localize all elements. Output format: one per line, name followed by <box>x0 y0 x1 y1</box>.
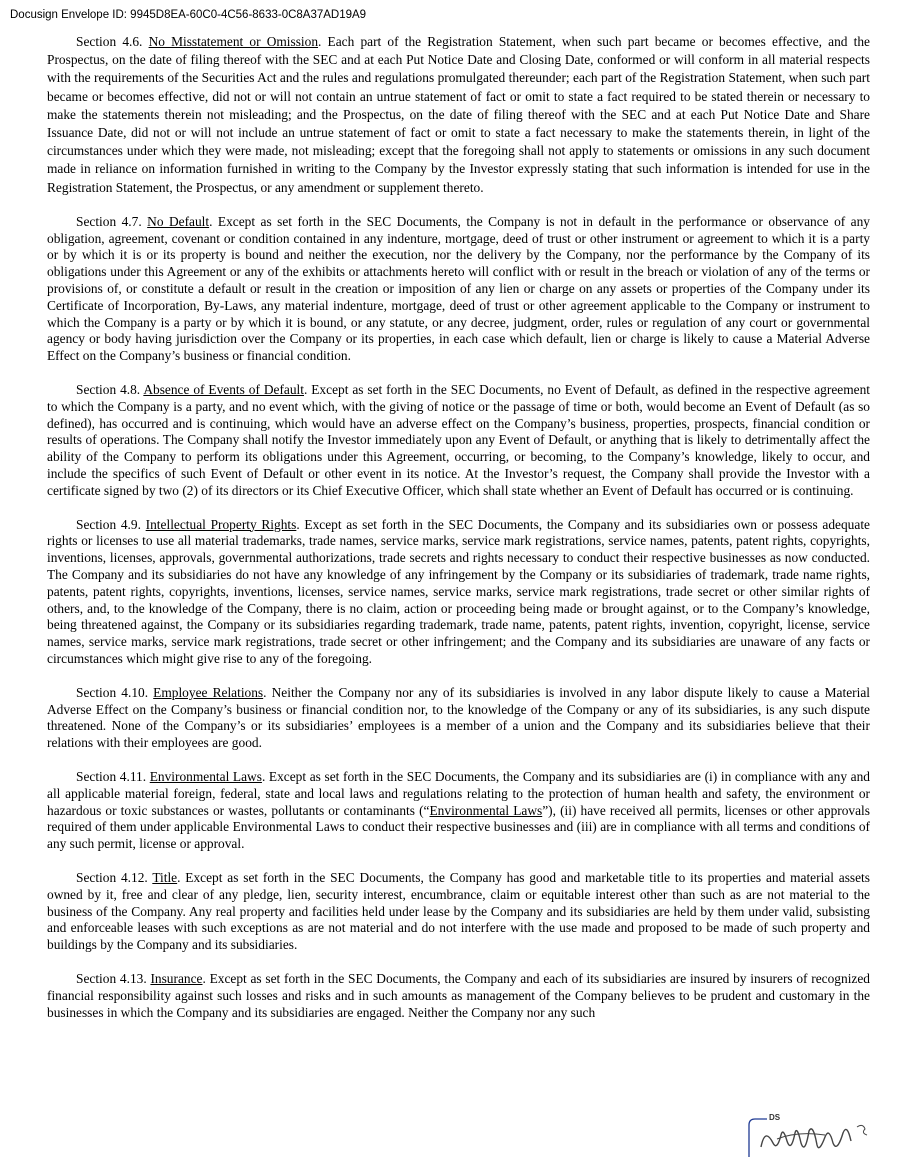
defined-term: Environmental Laws <box>429 802 543 818</box>
section-body: . Except as set forth in the SEC Documents, the Company has good and marketable title to its properties and material assets owned by it, free and clear of any pledge, lien, security interest, encumbrance, claim or equitable interest other than such as are not material to the business of the Company. Any real property and facilities held under lease by the Company and its subsidiaries are held by them under valid, subsisting and enforceable leases with such exceptions as are not material and do not interfere with the use made and proposed to be made of such property and buildings by the Company and its subsidiaries. <box>47 869 870 953</box>
section-number: Section 4.10. <box>76 684 149 700</box>
section-4-10 <box>47 685 870 752</box>
section-heading: Insurance <box>150 970 203 986</box>
document-body <box>47 33 870 1038</box>
section-number: Section 4.8. <box>76 382 141 397</box>
section-body: . Except as set forth in the SEC Documents, no Event of Default, as defined in the respective agreement to which the Company is a party, and no event which, with the giving of notice or the passage of time or both, would become an Event of Default (as so defined), has occurred and is continuing, which would have an adverse effect on the Company’s business, properties, prospects, financial condition or results of operations. The Company shall notify the Investor immediately upon any Event of Default, or anything that is likely to detrimentally affect the ability of the Company to perform its obligations under this Agreement, occurring, or becoming, to the Company’s knowledge, likely to occur, and include the specifics of such Event of Default or other event in its notice. At the Investor’s request, the Company shall provide the Investor with a certificate signed by two (2) of its directors or its Chief Executive Officer, which shall state whether an Event of Default has occurred or is continuing. <box>47 382 870 498</box>
initials-signature-icon <box>747 1113 877 1161</box>
section-body: . Except as set forth in the SEC Documents, the Company and its subsidiaries own or possess adequate rights or licenses to use all material trademarks, trade names, service marks, service mark registrations, service names, patents, patent rights, copyrights, inventions, licenses, approvals, governmental authorizations, trade secrets and rights necessary to conduct their respective businesses as now conducted. The Company and its subsidiaries do not have any knowledge of any infringement by the Company or its subsidiaries of trademark, trade name rights, patents, patent rights, copyrights, inventions, licenses, service names, service marks, service mark registrations, trade secret or other similar rights of others, and, to the knowledge of the Company, there is no claim, action or proceeding being made or brought against, or to the Company’s knowledge, being threatened against, the Company or its subsidiaries regarding trademark, trade name, patents, patent rights, invention, copyright, license, service names, service marks, service mark registrations, trade secret or other infringement; and the Company and its subsidiaries are unaware of any facts or circumstances which might give rise to any of the foregoing. <box>47 516 870 666</box>
section-4-7 <box>47 214 870 365</box>
initials-stamp <box>747 1113 877 1161</box>
section-number: Section 4.6. <box>76 34 143 49</box>
section-4-6 <box>47 33 870 197</box>
section-body-part-1: . Except as set forth in the SEC Documents, the Company and its subsidiaries are (i) in compliance with any and all applicable material foreign, federal, state and local laws and regulations relating to the protection of human health and safety, the environment or hazardous or toxic substances or wastes, pollutants or contaminants (“ <box>47 768 870 818</box>
section-heading: Title <box>152 869 178 885</box>
section-body: . Except as set forth in the SEC Documents, the Company is not in default in the performance or observance of any obligation, agreement, covenant or condition contained in any indenture, mortgage, deed of trust or other instrument or agreement to which it is a party or by which it is or its property is bound and neither the execution, nor the delivery by the Company, nor the performance by the Company of its obligations under this Agreement or any of the exhibits or attachments hereto will conflict with or result in the breach or violation of any of the terms or provisions of, or constitute a default or result in the creation or imposition of any lien or charge on any assets or properties of the Company under its Certificate of Incorporation, By-Laws, any material indenture, mortgage, deed of trust or other agreement applicable to the Company or instrument to which the Company is a party or by which it is bound, or any statute, or any decree, judgment, order, rules or regulation of any court or governmental agency or body having jurisdiction over the Company or its properties, in each case which default, lien or charge is likely to cause a Material Adverse Effect on the Company’s business or financial condition. <box>47 213 870 364</box>
section-heading: No Default <box>147 213 210 229</box>
section-heading: Environmental Laws <box>149 768 262 784</box>
section-number: Section 4.9. <box>76 516 141 532</box>
stamp-label: DS <box>769 1113 781 1122</box>
section-number: Section 4.11. <box>76 768 147 784</box>
section-4-8 <box>47 382 870 500</box>
section-body: . Each part of the Registration Statement, when such part became or becomes effective, and the Prospectus, on the date of filing thereof with the SEC and at each Put Notice Date and Closing Date, conformed or will conform in all material respects with the requirements of the Securities Act and the rules and regulations promulgated thereunder; each part of the Registration Statement, when such part became or becomes effective, did not or will not contain an untrue statement of fact or omit to state a fact required to be stated therein or necessary to make the statements therein not misleading; and the Prospectus, on the date of filing thereof with the SEC and at each Put Notice Date and Share Issuance Date, did not or will not include an untrue statement of fact or omit to state a fact necessary to make the statements therein, in light of the circumstances under which they were made, not misleading; except that the foregoing shall not apply to statements or omissions in any such document made in reliance on information furnished in writing to the Company by the Investor expressly stating that such information is intended for use in the Registration Statement, the Prospectus, or any amendment or supplement thereto. <box>47 34 870 195</box>
section-number: Section 4.12. <box>76 869 148 885</box>
section-body-part-2: ”), (ii) have received all permits, licenses or other approvals required of them under applicable Environmental Laws to conduct their respective businesses and (iii) are in compliance with all terms and conditions of any such permit, license or approval. <box>47 802 870 852</box>
section-4-9 <box>47 517 870 668</box>
section-heading: Intellectual Property Rights <box>145 516 297 532</box>
section-number: Section 4.7. <box>76 213 142 229</box>
section-number: Section 4.13. <box>76 970 147 986</box>
section-4-13 <box>47 971 870 1021</box>
section-heading: No Misstatement or Omission <box>148 34 319 49</box>
section-4-12 <box>47 870 870 954</box>
section-heading: Employee Relations <box>153 684 264 700</box>
section-heading: Absence of Events of Default <box>143 382 304 397</box>
section-4-11 <box>47 769 870 853</box>
section-body: . Neither the Company nor any of its subsidiaries is involved in any labor dispute likely to cause a Material Adverse Effect on the Company’s business or financial condition nor, to the knowledge of the Company or any of its subsidiaries, is any such dispute threatened. None of the Company’s or its subsidiaries’ employees is a member of a union and the Company and its subsidiaries believe that their relations with their employees are good. <box>47 684 871 751</box>
section-body: . Except as set forth in the SEC Documents, the Company and each of its subsidiaries are insured by insurers of recognized financial responsibility against such losses and risks and in such amounts as management of the Company believes to be prudent and customary in the businesses in which the Company and its subsidiaries are engaged. Neither the Company nor any such <box>47 970 870 1020</box>
envelope-id: Docusign Envelope ID: 9945D8EA-60C0-4C56-8633-0C8A37AD19A9 <box>10 9 367 21</box>
